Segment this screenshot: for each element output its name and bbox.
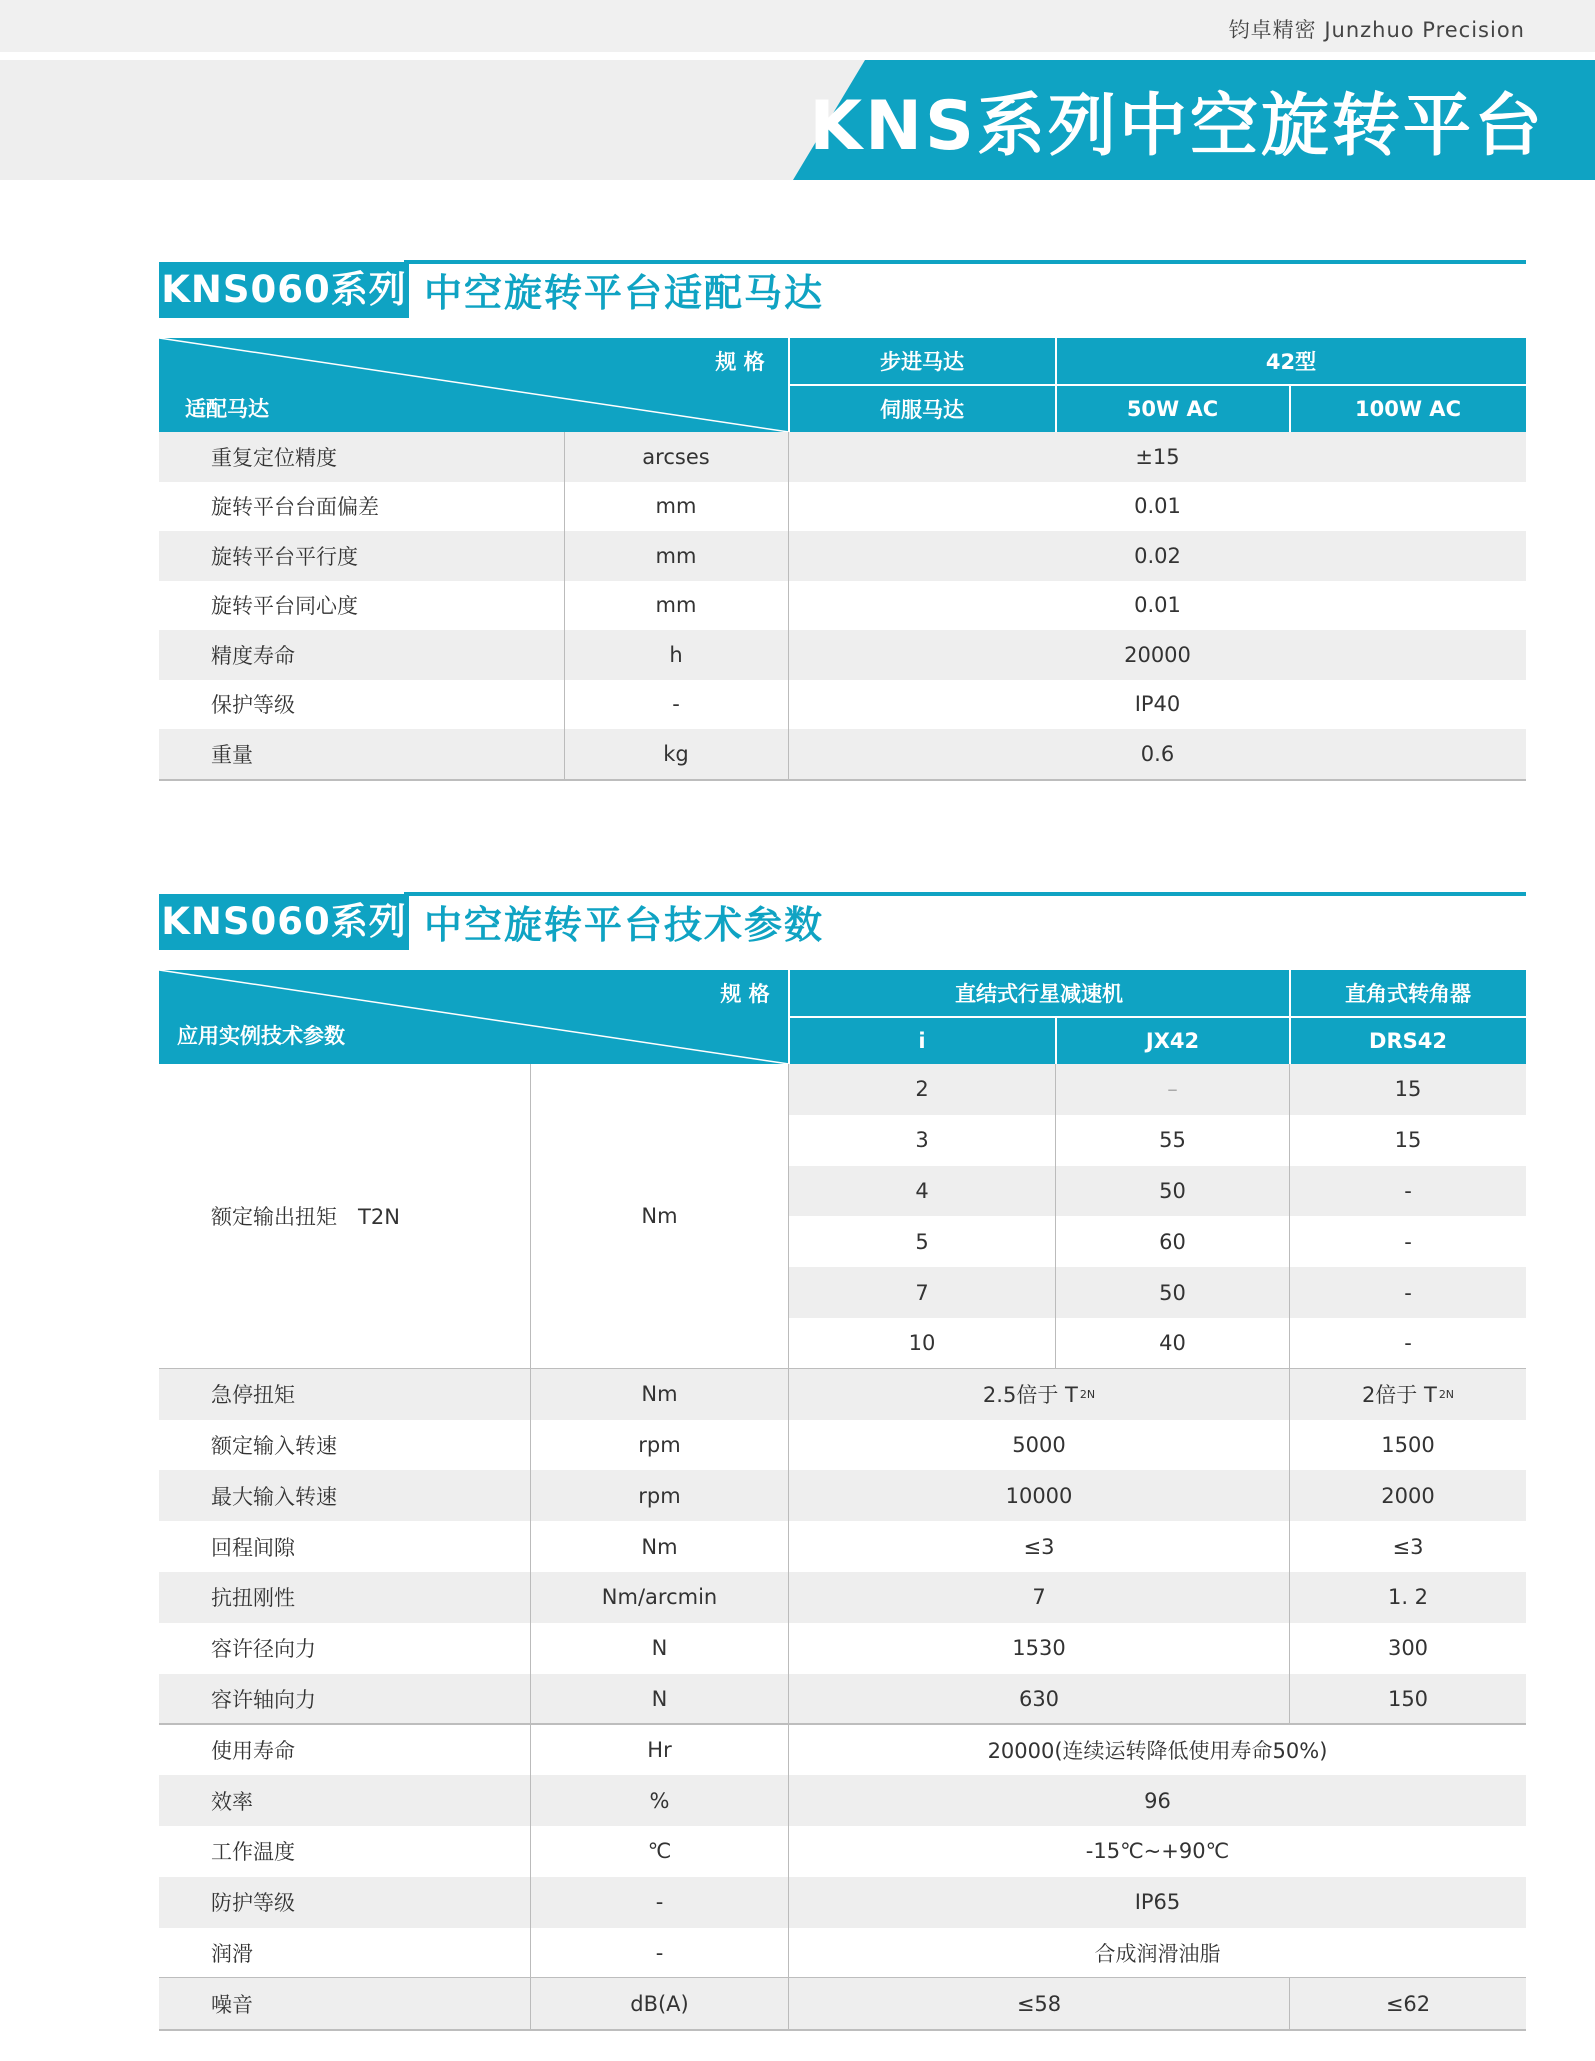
jx42-value: 50 [1159, 1280, 1186, 1305]
param-unit: ℃ [647, 1839, 672, 1864]
value-text: 2倍于 T [1361, 1383, 1437, 1408]
param-unit: N [651, 1686, 668, 1711]
param-name: 额定输入转速 [211, 1433, 337, 1458]
column-divider [530, 1064, 531, 1369]
column-divider [530, 1369, 531, 1725]
column-divider [1289, 1064, 1290, 1369]
param-value: 0.01 [1134, 494, 1181, 519]
section1-tag: KNS060系列 [159, 262, 409, 318]
table-bottom-rule [159, 2029, 1526, 2031]
spec-label: 规 格 [715, 350, 765, 374]
param-unit: - [655, 1940, 664, 1965]
reducer-value: 630 [1018, 1686, 1060, 1711]
header-divider [1289, 386, 1291, 432]
column-divider [564, 432, 565, 779]
servo-100w: 100W AC [1355, 397, 1461, 421]
right-angle-value: 150 [1387, 1686, 1429, 1711]
param-unit: Nm [641, 1534, 678, 1559]
ratio-value: 10 [908, 1331, 936, 1356]
jx42-value: – [1167, 1077, 1178, 1102]
header-divider [789, 384, 1526, 386]
col-ratio: i [918, 1029, 926, 1053]
param-name: 重复定位精度 [211, 445, 337, 470]
right-angle-value: ≤62 [1385, 1991, 1431, 2016]
brand-name: 钧卓精密 Junzhuo Precision [1228, 18, 1525, 42]
jx42-value: 40 [1159, 1331, 1186, 1356]
jx42-value: 55 [1159, 1128, 1186, 1153]
param-unit: % [649, 1788, 670, 1813]
param-unit: Nm/arcmin [601, 1585, 718, 1610]
column-divider [788, 1978, 789, 2029]
column-divider [1055, 1064, 1056, 1369]
param-value: 0.6 [1140, 741, 1175, 766]
stepper-motor-label: 步进马达 [880, 350, 964, 374]
param-name: 润滑 [211, 1941, 253, 1966]
param-name: 旋转平台同心度 [211, 594, 358, 619]
drs42-value: - [1404, 1280, 1412, 1305]
column-divider [788, 1369, 789, 1725]
param-name: 回程间隙 [211, 1535, 295, 1560]
ratio-value: 5 [915, 1229, 929, 1254]
param-name: 容许轴向力 [211, 1687, 316, 1712]
ratio-value: 2 [915, 1077, 929, 1102]
param-unit: mm [655, 543, 697, 568]
param-name: 抗扭刚性 [211, 1586, 295, 1611]
param-unit: mm [655, 593, 697, 618]
param-name: 旋转平台平行度 [211, 544, 358, 569]
corner-label: 适配马达 [185, 397, 269, 421]
spec-label: 规 格 [720, 982, 770, 1006]
drs42-value: - [1404, 1229, 1412, 1254]
param-value: -15℃~+90℃ [1085, 1839, 1230, 1864]
param-name: 防护等级 [211, 1891, 295, 1916]
header-divider [788, 338, 790, 432]
param-value: ±15 [1135, 444, 1180, 469]
page-title: KNS系列中空旋转平台 [809, 87, 1545, 166]
drs42-value: 15 [1394, 1128, 1422, 1153]
drs42-value: 15 [1394, 1077, 1422, 1102]
param-name: 重量 [211, 742, 253, 767]
reducer-value: 1530 [1012, 1636, 1066, 1661]
param-name: 旋转平台台面偏差 [211, 495, 379, 520]
param-unit: - [672, 692, 680, 717]
right-angle-value: 300 [1387, 1636, 1429, 1661]
param-name: 容许径向力 [211, 1637, 316, 1662]
column-divider [1289, 1369, 1290, 1725]
reducer-value: 7 [1032, 1585, 1046, 1610]
reducer-value: ≤3 [1023, 1534, 1055, 1559]
jx42-value: 50 [1159, 1178, 1186, 1203]
right-angle-value [1290, 1369, 1526, 1420]
reducer-value: 10000 [1005, 1483, 1073, 1508]
column-divider [788, 1064, 789, 1369]
table-bottom-rule [159, 779, 1526, 781]
drs42-value: - [1404, 1331, 1412, 1356]
param-name: 噪音 [211, 1992, 253, 2017]
subscript: 2N [1079, 1387, 1096, 1401]
param-unit: - [655, 1890, 664, 1915]
ratio-value: 7 [915, 1280, 929, 1305]
column-divider [788, 432, 789, 779]
servo-50w: 50W AC [1126, 397, 1219, 421]
param-name: 保护等级 [211, 693, 295, 718]
param-unit: arcses [642, 444, 710, 469]
ratio-value: 4 [915, 1178, 929, 1203]
section1-title: 中空旋转平台适配马达 [424, 271, 825, 315]
param-value: 合成润滑油脂 [1094, 1941, 1221, 1966]
col-drs42: DRS42 [1369, 1029, 1447, 1053]
right-angle-value: 1. 2 [1387, 1585, 1429, 1610]
stepper-motor-value: 42型 [1265, 350, 1317, 374]
param-value: IP65 [1134, 1890, 1181, 1915]
right-angle-value: 2000 [1381, 1483, 1435, 1508]
servo-motor-label: 伺服马达 [880, 398, 964, 422]
param-unit: Nm [641, 1382, 678, 1407]
corner-label: 应用实例技术参数 [177, 1024, 345, 1048]
right-angle-value: ≤3 [1392, 1534, 1424, 1559]
column-divider [530, 1978, 531, 2029]
header-divider [788, 970, 790, 1064]
param-name: 效率 [211, 1789, 253, 1814]
drs42-value: - [1404, 1178, 1412, 1203]
param-value: 20000 [1124, 642, 1191, 667]
column-divider [530, 1724, 531, 1978]
header-divider [789, 1016, 1526, 1018]
param-name: 急停扭矩 [211, 1383, 295, 1408]
param-value: IP40 [1134, 692, 1181, 717]
param-name: 精度寿命 [211, 643, 295, 668]
ratio-value: 3 [915, 1128, 929, 1153]
reducer-value: ≤58 [1016, 1991, 1062, 2016]
col-jx42: JX42 [1145, 1029, 1200, 1053]
section2-title: 中空旋转平台技术参数 [424, 903, 825, 947]
planetary-reducer-label: 直结式行星减速机 [955, 982, 1123, 1006]
column-divider [788, 1724, 789, 1978]
param-unit: kg [663, 741, 689, 766]
rated-torque-label: 额定输出扭矩 T2N [211, 1205, 400, 1230]
column-divider [1289, 1978, 1290, 2029]
param-value: 96 [1144, 1788, 1171, 1813]
param-name: 最大输入转速 [211, 1484, 337, 1509]
subscript: 2N [1438, 1387, 1455, 1401]
param-unit: rpm [638, 1432, 681, 1457]
param-unit: mm [655, 494, 697, 519]
param-value: 0.02 [1134, 543, 1181, 568]
reducer-value [789, 1369, 1289, 1420]
param-value: 0.01 [1134, 593, 1181, 618]
param-unit: h [669, 642, 683, 667]
jx42-value: 60 [1159, 1229, 1186, 1254]
param-unit: dB(A) [630, 1991, 689, 2016]
header-divider [1289, 970, 1291, 1064]
section2-tag: KNS060系列 [159, 894, 409, 950]
rated-torque-unit: Nm [641, 1204, 678, 1229]
value-text: 2.5倍于 T [982, 1383, 1078, 1408]
param-value: 20000(连续运转降低使用寿命50%) [987, 1738, 1328, 1763]
param-unit: rpm [638, 1483, 681, 1508]
param-name: 工作温度 [211, 1840, 295, 1865]
header-divider [1055, 1018, 1057, 1064]
right-angle-label: 直角式转角器 [1345, 982, 1471, 1006]
header-divider [1055, 338, 1057, 432]
right-angle-value: 1500 [1381, 1432, 1435, 1457]
reducer-value: 5000 [1012, 1432, 1066, 1457]
param-name: 使用寿命 [211, 1738, 295, 1763]
param-unit: N [651, 1636, 668, 1661]
param-unit: Hr [647, 1737, 672, 1762]
